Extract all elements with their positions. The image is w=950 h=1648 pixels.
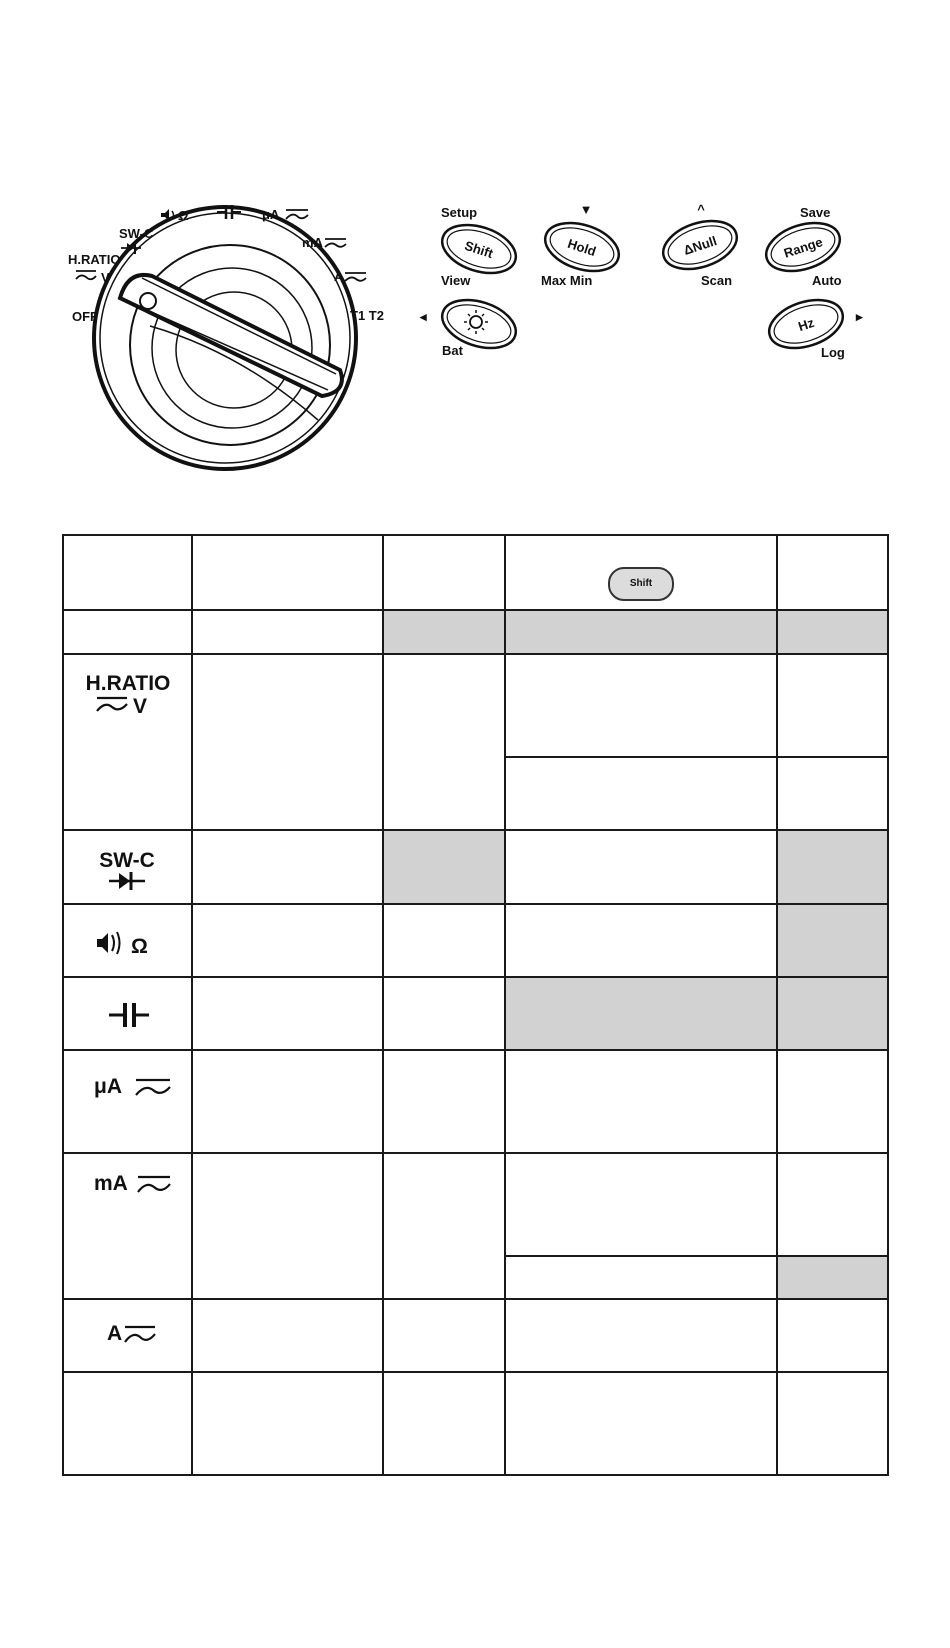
svg-text:mA: mA: [93, 1172, 128, 1195]
position-temperature-label: T1 T2: [350, 308, 384, 323]
table-cell: [505, 1153, 777, 1256]
table-cell: [777, 977, 888, 1050]
table-cell: [777, 1299, 888, 1372]
table-cell: [192, 610, 383, 654]
table-header-row: [63, 535, 888, 610]
position-ma-label: mA: [302, 235, 323, 250]
table-cell: [63, 1299, 192, 1372]
table-row: [63, 610, 888, 654]
table-cell: [505, 1372, 777, 1475]
table-cell: [777, 1256, 888, 1299]
svg-text:μA: μA: [93, 1075, 122, 1098]
table-header-cell: [63, 535, 192, 610]
down-arrow-icon: ▼: [579, 202, 593, 217]
table-cell: [383, 1050, 505, 1153]
shift-key-top-label: Setup: [441, 205, 478, 220]
ac-dc-icon: [286, 210, 308, 219]
amp-symbol: [83, 1316, 173, 1352]
table-cell: [63, 1050, 192, 1153]
table-cell: [383, 977, 505, 1050]
table-cell: [383, 1299, 505, 1372]
table-cell: [383, 610, 505, 654]
table-cell: [505, 1299, 777, 1372]
table-cell: [383, 830, 505, 904]
ac-dc-icon: [97, 698, 127, 711]
ac-dc-icon: [345, 273, 366, 281]
table-row: [63, 977, 888, 1050]
function-table: [62, 534, 889, 1476]
table-cell: [63, 904, 192, 977]
left-arrow-icon: ◂: [420, 309, 427, 324]
table-row: [63, 654, 888, 757]
table-header-cell: [777, 535, 888, 610]
svg-text:V: V: [132, 695, 147, 718]
table-cell: [777, 1050, 888, 1153]
table-cell: [192, 830, 383, 904]
null-button[interactable]: [657, 212, 743, 277]
keypad: [419, 202, 864, 360]
shift-key-icon: Shift: [608, 567, 674, 601]
position-volt-label: V: [101, 270, 110, 285]
table-row: [63, 1153, 888, 1256]
table-cell: [383, 654, 505, 830]
table-cell: [383, 904, 505, 977]
table-cell: [777, 610, 888, 654]
microamp-symbol: [78, 1069, 178, 1105]
ac-dc-icon: [125, 1327, 155, 1342]
table-header-cell: [192, 535, 383, 610]
table-row: [63, 904, 888, 977]
null-key-bottom-label: Scan: [701, 273, 733, 288]
table-cell: [63, 977, 192, 1050]
svg-text:Range: Range: [781, 234, 825, 261]
svg-text:H.RATIO: H.RATIO: [85, 672, 170, 695]
backlight-key-bottom-label: Bat: [442, 343, 463, 358]
table-header-cell: [505, 535, 777, 610]
table-cell: [63, 830, 192, 904]
svg-text:A: A: [106, 1322, 122, 1345]
range-key-bottom-label: Auto: [812, 273, 842, 288]
table-cell: [192, 1372, 383, 1475]
swc-diode-symbol: [83, 845, 173, 893]
table-cell: [505, 1256, 777, 1299]
table-cell: [383, 1153, 505, 1299]
table-cell: [505, 610, 777, 654]
table-cell: [192, 904, 383, 977]
hold-key-bottom-label: Max Min: [541, 273, 593, 288]
shift-key-bottom-label: View: [441, 273, 471, 288]
table-cell: [383, 1372, 505, 1475]
diode-icon: [109, 872, 145, 890]
svg-text:ΔNull: ΔNull: [681, 233, 719, 258]
milliamp-symbol: [78, 1166, 178, 1202]
table-row: [63, 1299, 888, 1372]
table-cell: [505, 757, 777, 830]
table-cell: [192, 1050, 383, 1153]
ac-dc-icon: [136, 1080, 170, 1095]
table-cell: [63, 610, 192, 654]
table-cell: [505, 1050, 777, 1153]
table-cell: [777, 1153, 888, 1256]
table-cell: [63, 1372, 192, 1475]
position-swc-label: SW-C: [119, 226, 154, 241]
table-cell: [505, 654, 777, 757]
hold-button[interactable]: [539, 214, 625, 279]
range-button[interactable]: [760, 214, 846, 279]
ac-dc-icon: [76, 271, 96, 279]
shift-button[interactable]: [436, 216, 522, 281]
table-cell: [505, 830, 777, 904]
table-row: [63, 1050, 888, 1153]
continuity-ohm-symbol: [83, 925, 173, 961]
svg-text:Ω: Ω: [130, 935, 148, 958]
table-cell: [777, 757, 888, 830]
table-cell: [63, 1153, 192, 1299]
table-cell: [63, 654, 192, 830]
ac-dc-icon: [325, 239, 346, 247]
table-cell: [192, 1299, 383, 1372]
svg-text:Hold: Hold: [565, 235, 598, 260]
meter-front-panel: [0, 0, 950, 510]
hratio-volt-symbol: [83, 669, 173, 719]
table-cell: [192, 977, 383, 1050]
ac-dc-icon: [138, 1177, 170, 1192]
table-cell: [777, 654, 888, 757]
table-cell: [777, 830, 888, 904]
right-arrow-icon: ▸: [856, 309, 863, 324]
table-row: [63, 1372, 888, 1475]
position-off-label: OFF: [72, 309, 98, 324]
table-cell: [192, 654, 383, 830]
table-cell: [505, 904, 777, 977]
position-a-label: A: [334, 269, 344, 284]
table-cell: [505, 977, 777, 1050]
position-ohm-label: Ω: [178, 208, 189, 223]
range-key-top-label: Save: [800, 205, 831, 220]
table-cell: [777, 904, 888, 977]
position-ua-label: μA: [262, 207, 280, 222]
up-arrow-icon: ^: [697, 202, 705, 217]
table-cell: [777, 1372, 888, 1475]
table-header-cell: [383, 535, 505, 610]
svg-text:Hz: Hz: [796, 314, 817, 335]
svg-text:Shift: Shift: [462, 237, 495, 262]
position-hratio-label: H.RATIO: [68, 252, 121, 267]
table-row: [63, 830, 888, 904]
table-cell: [192, 1153, 383, 1299]
svg-text:SW-C: SW-C: [98, 849, 155, 872]
continuity-speaker-icon: [97, 932, 120, 954]
hz-key-bottom-label: Log: [821, 345, 845, 360]
capacitor-icon: [83, 998, 173, 1032]
